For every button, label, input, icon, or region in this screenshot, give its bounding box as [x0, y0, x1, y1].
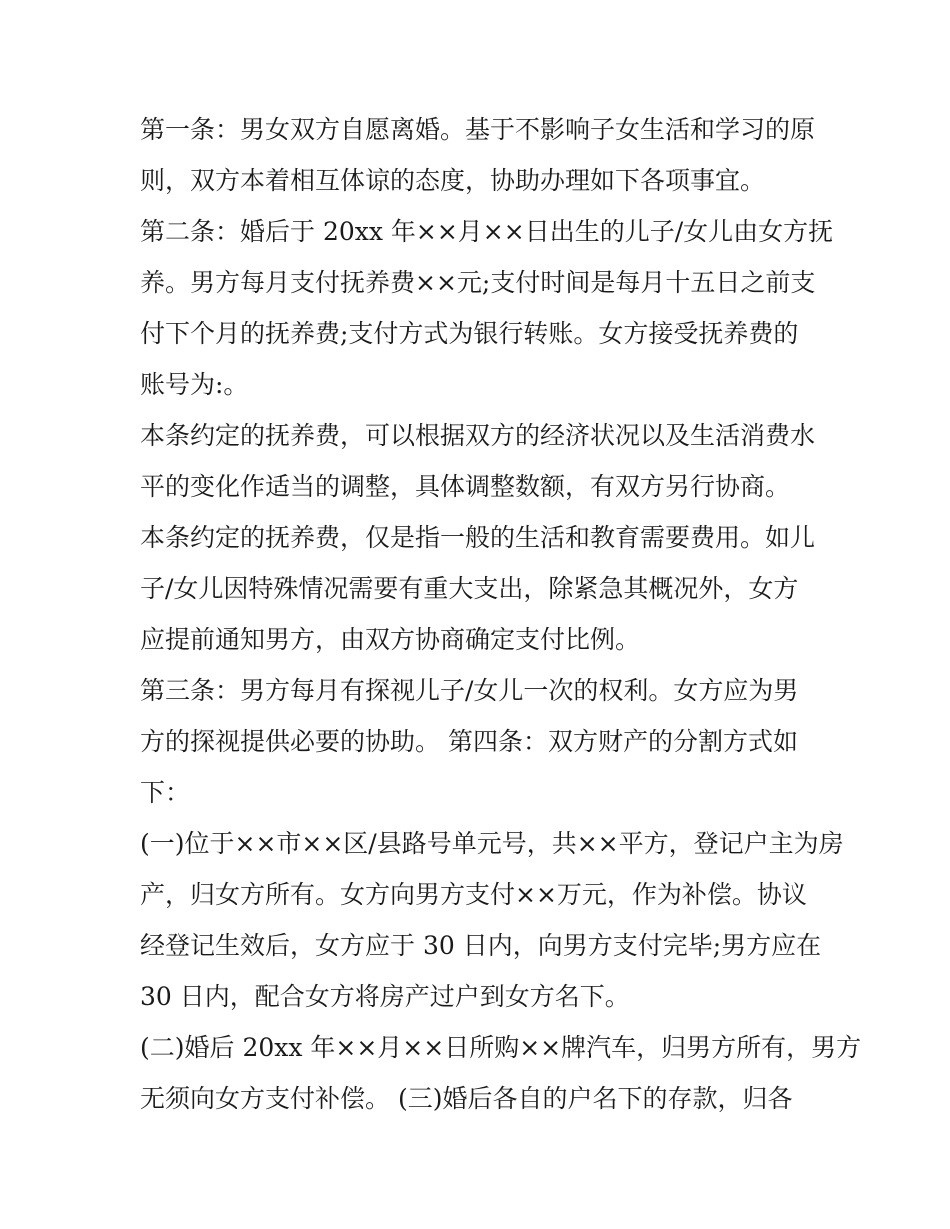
text-line-20: 无须向女方支付补偿。 (三)婚后各自的户名下的存款，归各 [140, 1084, 793, 1113]
text-line-11: 应提前通知男方，由双方协商确定支付比例。 [140, 625, 641, 654]
text-line-4: 养。男方每月支付抚养费××元;支付时间是每月十五日之前支 [140, 268, 816, 297]
text-line-10: 子/女儿因特殊情况需要有重大支出，除紧急其概况外，女方 [140, 574, 799, 603]
text-line-8: 平的变化作适当的调整，具体调整数额，有双方另行协商。 [140, 472, 791, 501]
text-line-16: 产，归女方所有。女方向男方支付××万元，作为补偿。协议 [140, 880, 807, 909]
text-line-14: 下： [140, 778, 191, 807]
text-line-6: 账号为:。 [140, 370, 249, 399]
text-line-19: (二)婚后 20xx 年××月××日所购××牌汽车，归男方所有，男方 [140, 1033, 862, 1062]
text-line-15: (一)位于××市××区/县路号单元号，共××平方，登记户主为房 [140, 829, 844, 858]
text-line-17: 经登记生效后，女方应于 30 日内，向男方支付完毕;男方应在 [140, 931, 822, 960]
text-line-3: 第二条：婚后于 20xx 年××月××日出生的儿子/女儿由女方抚 [140, 217, 834, 246]
text-line-12: 第三条：男方每月有探视儿子/女儿一次的权利。女方应为男 [140, 676, 799, 705]
text-line-18: 30 日内，配合女方将房产过户到女方名下。 [140, 982, 630, 1011]
document-body [140, 104, 862, 1124]
text-line-1: 第一条：男女双方自愿离婚。基于不影响子女生活和学习的原 [140, 115, 816, 144]
text-line-9: 本条约定的抚养费，仅是指一般的生活和教育需要费用。如儿 [140, 523, 816, 552]
text-line-13: 方的探视提供必要的协助。 第四条：双方财产的分割方式如 [140, 727, 798, 756]
text-line-5: 付下个月的抚养费;支付方式为银行转账。女方接受抚养费的 [140, 319, 799, 348]
text-line-2: 则，双方本着相互体谅的态度，协助办理如下各项事宜。 [140, 166, 766, 195]
text-line-7: 本条约定的抚养费，可以根据双方的经济状况以及生活消费水 [140, 421, 816, 450]
